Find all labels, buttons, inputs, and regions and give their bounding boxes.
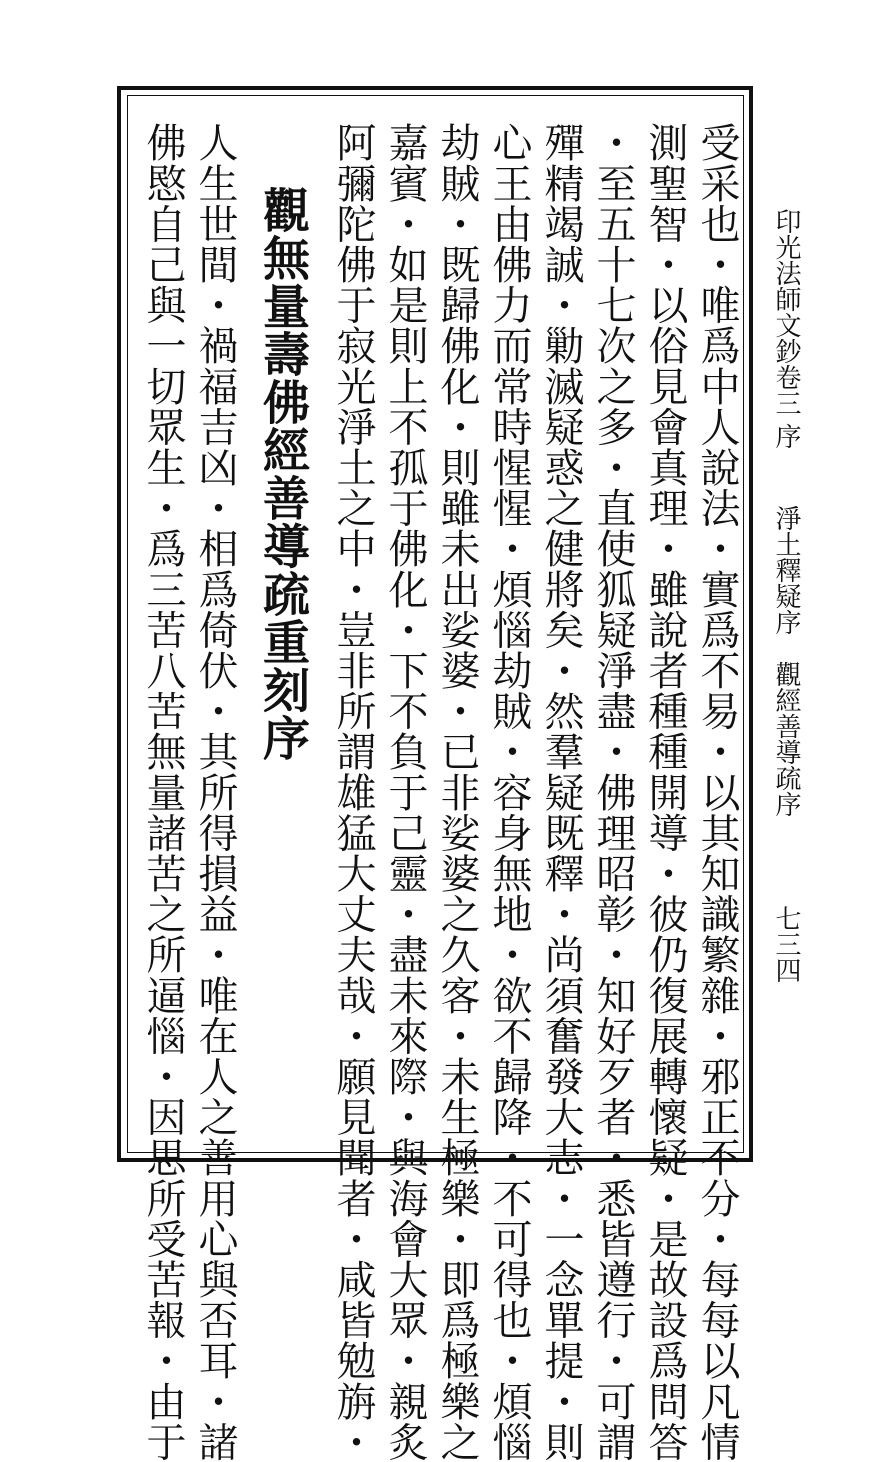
text-column: 嘉賓・如是則上不孤于佛化・下不負于己靈・盡未來際・與海會大眾・親炙	[382, 122, 428, 1462]
text-column: 受采也・唯爲中人說法・實爲不易・以其知識繁雜・邪正不分・每每以凡情	[694, 122, 740, 1462]
page-number: 七三四	[771, 905, 801, 983]
text-column: 阿彌陀佛于寂光淨土之中・豈非所謂雄猛大丈夫哉・願見聞者・咸皆勉旃・	[330, 122, 376, 1462]
running-head-book: 印光法師文鈔卷三	[771, 208, 801, 416]
text-column: 心王由佛力而常時惺惺・煩惱劫賊・容身無地・欲不歸降・不可得也・煩惱	[486, 122, 532, 1462]
text-column: 劫賊・既歸佛化・則雖未出娑婆・已非娑婆之久客・未生極樂・即爲極樂之	[434, 122, 480, 1462]
text-column: 佛愍自己與一切眾生・爲三苦八苦無量諸苦之所逼惱・因思所受苦報・由于	[140, 122, 186, 1462]
text-column: 測聖智・以俗見會真理・雖說者種種開導・彼仍復展轉懷疑・是故設爲問答	[642, 122, 688, 1462]
section-title: 觀無量壽佛經善導疏重刻序	[255, 186, 310, 762]
text-column: 殫精竭誠・勦滅疑惑之健將矣・然羣疑既釋・尚須奮發大志・一念單提・則	[538, 122, 584, 1462]
text-column: ・至五十七次之多・直使狐疑淨盡・佛理昭彰・知好歹者・悉皆遵行・可謂	[590, 122, 636, 1462]
running-head-titles: 淨土釋疑序 觀經善導疏序	[771, 505, 801, 817]
text-column: 人生世間・禍福吉凶・相爲倚伏・其所得損益・唯在人之善用心與否耳・諸	[192, 122, 238, 1462]
running-head-section: 序	[771, 423, 801, 449]
